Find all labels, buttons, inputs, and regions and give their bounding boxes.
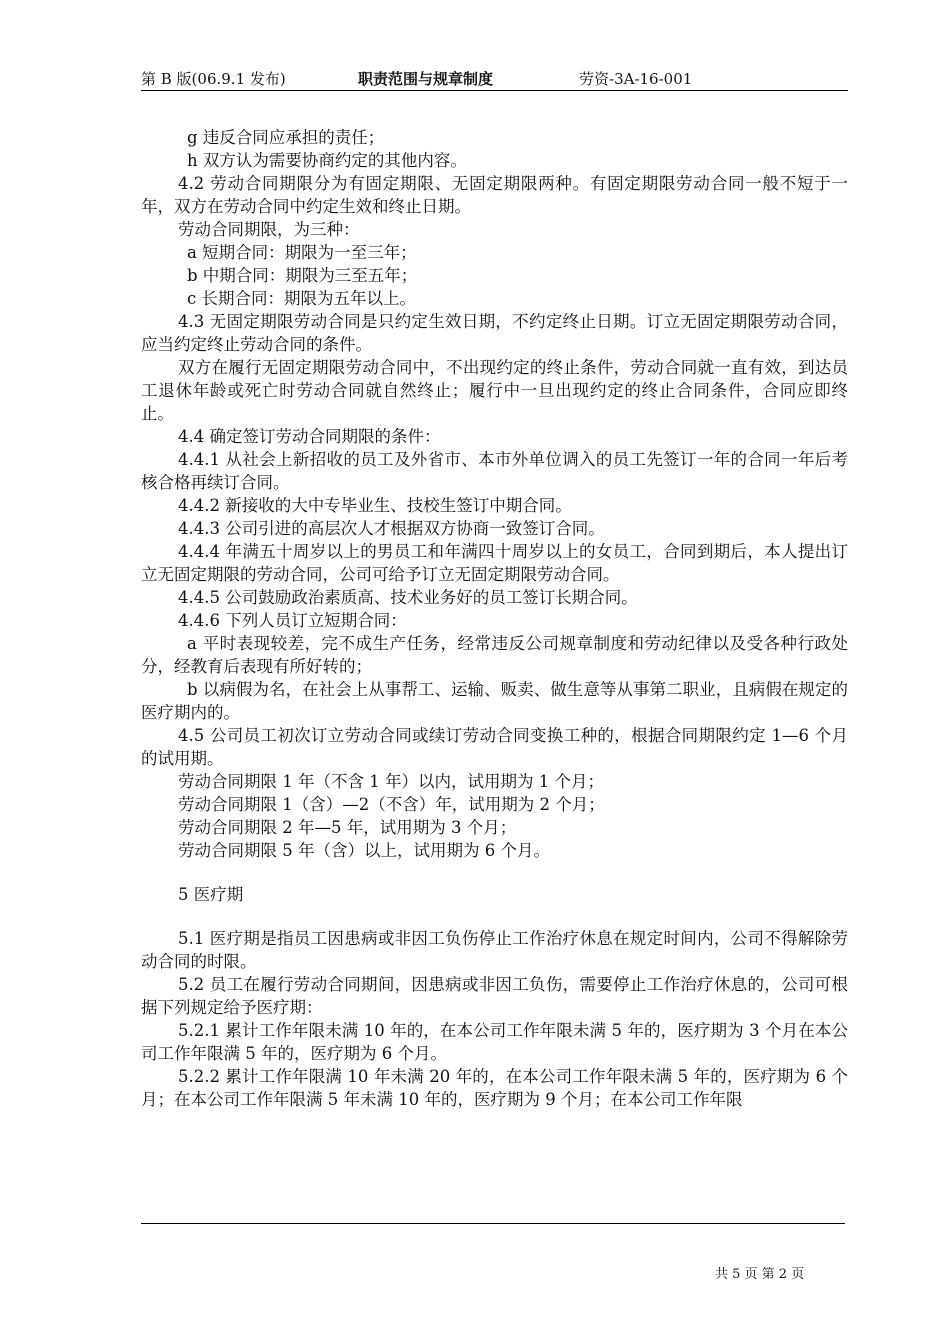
paragraph: 4.4 确定签订劳动合同期限的条件：	[178, 427, 441, 446]
paragraph: h 双方认为需要协商约定的其他内容。	[187, 151, 467, 170]
footer-divider	[141, 1223, 845, 1224]
paragraph: 劳动合同期限 2 年—5 年，试用期为 3 个月；	[178, 818, 517, 837]
paragraph: 劳动合同期限 1（含）—2（不含）年，试用期为 2 个月；	[178, 795, 605, 814]
paragraph: 4.4.1 从社会上新招收的员工及外省市、本市外单位调入的员工先签订一年的合同一年后考核合格再续订合同。	[141, 450, 848, 492]
paragraph: b 以病假为名，在社会上从事帮工、运输、贩卖、做生意等从事第二职业，且病假在规定的医疗期内的。	[141, 680, 848, 722]
paragraph: 5.1 医疗期是指员工因患病或非因工负伤停止工作治疗休息在规定时间内，公司不得解除劳动合同的时限。	[141, 929, 848, 971]
paragraph: 双方在履行无固定期限劳动合同中，不出现约定的终止条件，劳动合同就一直有效，到达员工退休年龄或死亡时劳动合同就自然终止；履行中一旦出现约定的终止合同条件，合同应即终止。	[141, 358, 848, 423]
paragraph: 4.4.5 公司鼓励政治素质高、技术业务好的员工签订长期合同。	[178, 588, 638, 607]
paragraph: 4.4.2 新接收的大中专毕业生、技校生签订中期合同。	[178, 496, 572, 515]
paragraph: 4.2 劳动合同期限分为有固定期限、无固定期限两种。有固定期限劳动合同一般不短于一年，双方在劳动合同中约定生效和终止日期。	[141, 174, 848, 216]
paragraph: 4.4.3 公司引进的高层次人才根据双方协商一致签订合同。	[178, 519, 605, 538]
paragraph: 4.4.6 下列人员订立短期合同：	[178, 611, 407, 630]
section-gap	[141, 862, 848, 883]
section-gap	[141, 906, 848, 927]
header-doc-code: 劳资-3A-16-001	[579, 70, 693, 88]
paragraph: 5.2.1 累计工作年限未满 10 年的，在本公司工作年限未满 5 年的，医疗期为 3 个月在本公司工作年限满 5 年的，医疗期为 6 个月。	[141, 1021, 848, 1063]
paragraph: 劳动合同期限 1 年（不含 1 年）以内，试用期为 1 个月；	[178, 772, 604, 791]
paragraph: 4.4.4 年满五十周岁以上的男员工和年满四十周岁以上的女员工，合同到期后，本人提出订立无固定期限的劳动合同，公司可给予订立无固定期限劳动合同。	[141, 542, 848, 584]
paragraph: a 平时表现较差，完不成生产任务，经常违反公司规章制度和劳动纪律以及受各种行政处分，经教育后表现有所好转的；	[141, 634, 848, 676]
header-version: 第 B 版(06.9.1 发布)	[141, 70, 286, 88]
section-title: 5 医疗期	[178, 885, 244, 904]
document-body	[141, 126, 848, 1111]
paragraph: 4.3 无固定期限劳动合同是只约定生效日期，不约定终止日期。订立无固定期限劳动合同，应当约定终止劳动合同的条件。	[141, 312, 848, 354]
header-title: 职责范围与规章制度	[358, 70, 494, 88]
page-header	[141, 66, 848, 91]
paragraph: 4.5 公司员工初次订立劳动合同或续订劳动合同变换工种的，根据合同期限约定 1—6 个月的试用期。	[141, 726, 848, 768]
paragraph: c 长期合同：期限为五年以上。	[187, 289, 416, 308]
paragraph: b 中期合同：期限为三至五年；	[187, 266, 418, 285]
paragraph: g 违反合同应承担的责任；	[187, 128, 385, 147]
paragraph: 劳动合同期限，为三种：	[178, 220, 360, 239]
paragraph: 劳动合同期限 5 年（含）以上，试用期为 6 个月。	[178, 841, 550, 860]
paragraph: 5.2.2 累计工作年限满 10 年未满 20 年的，在本公司工作年限未满 5 年的，医疗期为 6 个月；在本公司工作年限满 5 年未满 10 年的，医疗期为 9 个月；在本公司工作年限	[141, 1067, 848, 1109]
page-number: 共 5 页 第 2 页	[715, 1267, 805, 1282]
paragraph: 5.2 员工在履行劳动合同期间，因患病或非因工负伤，需要停止工作治疗休息的，公司可根据下列规定给予医疗期：	[141, 975, 848, 1017]
paragraph: a 短期合同：期限为一至三年；	[187, 243, 417, 262]
